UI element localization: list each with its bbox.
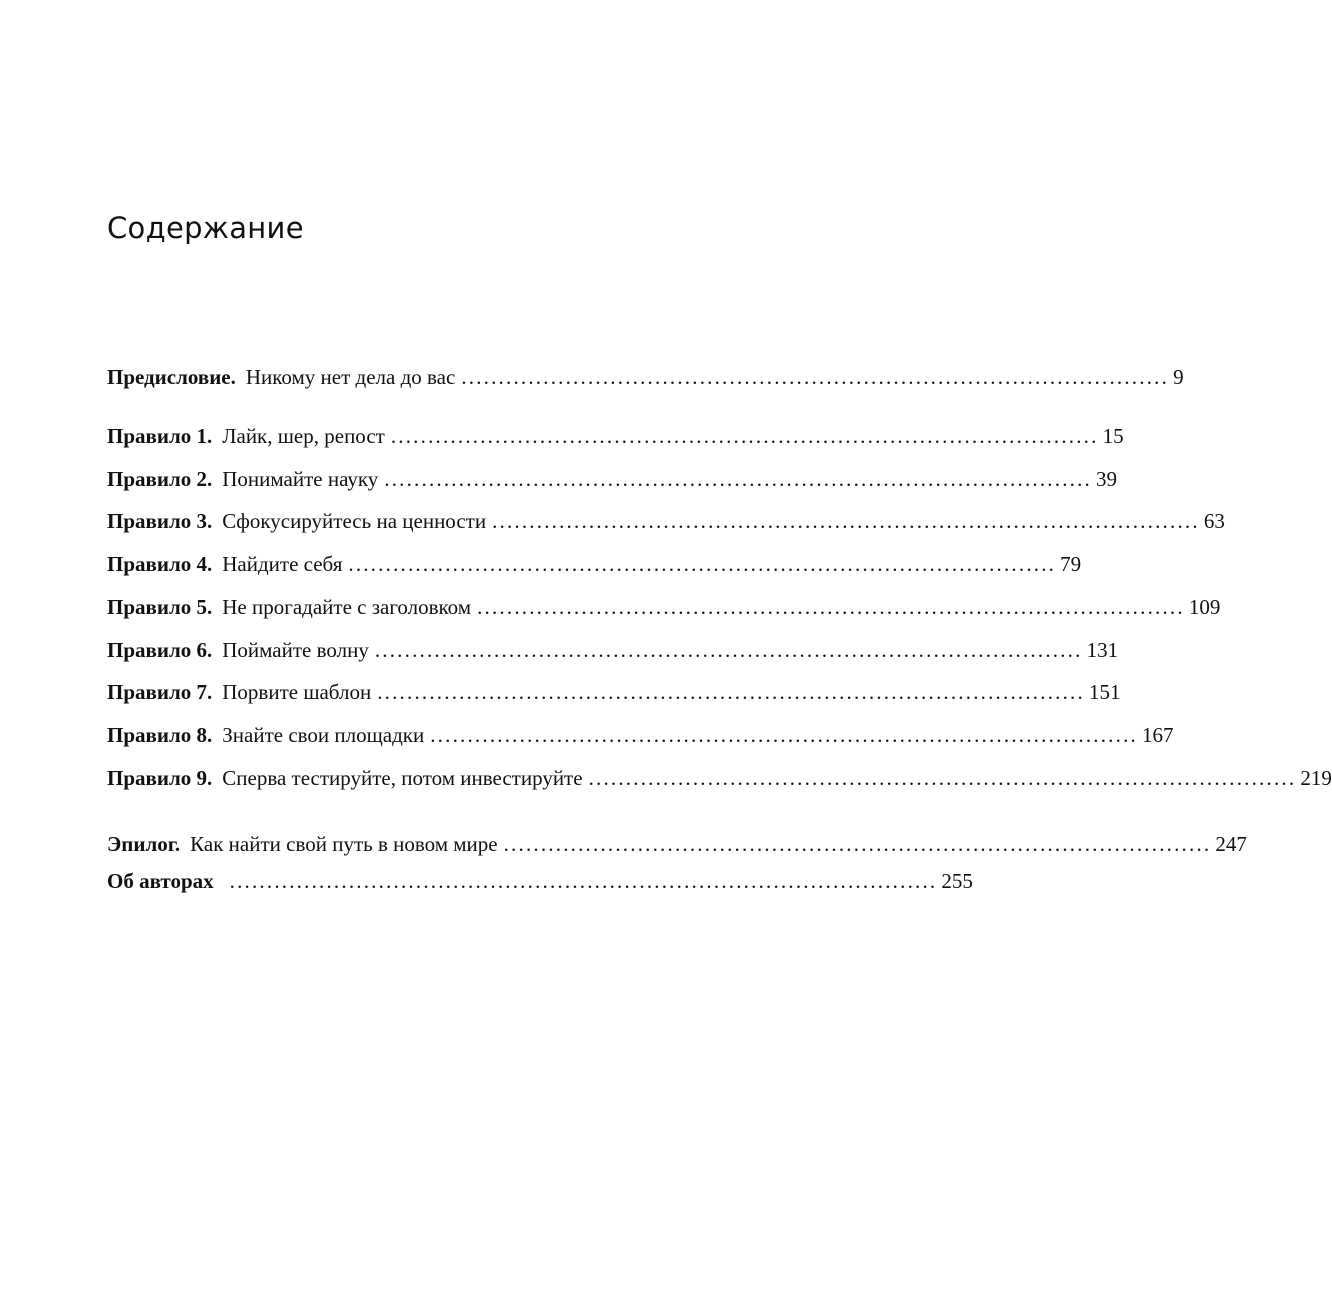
toc-entry-title: Поймайте волну	[222, 638, 369, 662]
toc-entry-page: 255	[941, 869, 973, 893]
toc-entry-rule-4	[107, 549, 1082, 579]
toc-entry-title: Сперва тестируйте, потом инвестируйте	[222, 766, 583, 790]
toc-leader-dots: ...............................................................................................	[390, 424, 1099, 448]
toc-leader-dots: ...............................................................................................	[503, 832, 1212, 856]
toc-entry-page: 39	[1096, 467, 1117, 491]
toc-entry-rule-3	[107, 506, 1225, 536]
toc-entry-page: 15	[1102, 424, 1124, 448]
toc-entry-rule-2	[107, 464, 1117, 494]
toc-leader-dots: ...............................................................................................	[348, 552, 1057, 576]
toc-entry-rule-5	[107, 592, 1221, 622]
toc-entry-rule-7	[107, 677, 1121, 707]
toc-entry-title: Никому нет дела до вас	[245, 365, 456, 389]
toc-entry-preface	[107, 362, 1184, 392]
toc-leader-dots: ...............................................................................................	[588, 766, 1297, 790]
toc-entry-label: Правило 5.	[107, 595, 213, 619]
toc-leader-dots: ...............................................................................................	[430, 723, 1138, 747]
toc-entry-title: Не прогадайте с заголовком	[222, 595, 472, 619]
toc-entry-title: Порвите шаблон	[222, 680, 372, 704]
toc-entry-rule-1	[107, 421, 1124, 451]
toc-entry-page: 219	[1300, 766, 1332, 790]
toc-entry-label: Правило 8.	[107, 723, 213, 747]
toc-entry-title: Найдите себя	[222, 552, 343, 576]
toc-leader-dots: ...............................................................................................	[229, 869, 938, 893]
toc-entry-page: 63	[1203, 509, 1225, 533]
toc-entry-label: Об авторах	[107, 869, 214, 893]
toc-leader-dots: ...............................................................................................	[384, 467, 1092, 491]
toc-entry-page: 9	[1173, 365, 1184, 389]
toc-entry-label: Правило 4.	[107, 552, 213, 576]
toc-entry-label: Правило 9.	[107, 766, 213, 790]
toc-entry-page: 151	[1088, 680, 1121, 704]
toc-entry-title: Знайте свои площадки	[222, 723, 425, 747]
toc-leader-dots: ...............................................................................................	[374, 638, 1083, 662]
toc-leader-dots: ...............................................................................................	[492, 509, 1200, 533]
toc-entry-about-authors	[107, 866, 973, 896]
toc-entry-label: Эпилог.	[107, 832, 181, 856]
toc-leader-dots: ...............................................................................................	[461, 365, 1170, 389]
toc-entry-label: Правило 7.	[107, 680, 213, 704]
toc-entry-page: 167	[1141, 723, 1174, 747]
toc-entry-page: 79	[1060, 552, 1082, 576]
toc-leader-dots: ...............................................................................................	[477, 595, 1185, 619]
toc-entry-label: Предисловие.	[107, 365, 236, 389]
toc-entry-title: Сфокусируйтесь на ценности	[222, 509, 487, 533]
toc-entry-title: Понимайте науку	[222, 467, 379, 491]
contents-heading: Содержание	[107, 211, 304, 245]
toc-entry-title: Как найти свой путь в новом мире	[190, 832, 498, 856]
toc-entry-label: Правило 6.	[107, 638, 213, 662]
toc-entry-epilogue	[107, 829, 1247, 859]
toc-entry-label: Правило 2.	[107, 467, 213, 491]
toc-entry-label: Правило 1.	[107, 424, 213, 448]
toc-entry-rule-8	[107, 720, 1174, 750]
toc-entry-label: Правило 3.	[107, 509, 213, 533]
toc-entry-page: 131	[1086, 638, 1119, 662]
toc-entry-page: 247	[1215, 832, 1247, 856]
toc-entry-rule-6	[107, 635, 1119, 665]
toc-leader-dots: ...............................................................................................	[377, 680, 1085, 704]
toc-entry-page: 109	[1188, 595, 1221, 619]
toc-entry-rule-9	[107, 763, 1332, 793]
toc-entry-title: Лайк, шер, репост	[222, 424, 385, 448]
